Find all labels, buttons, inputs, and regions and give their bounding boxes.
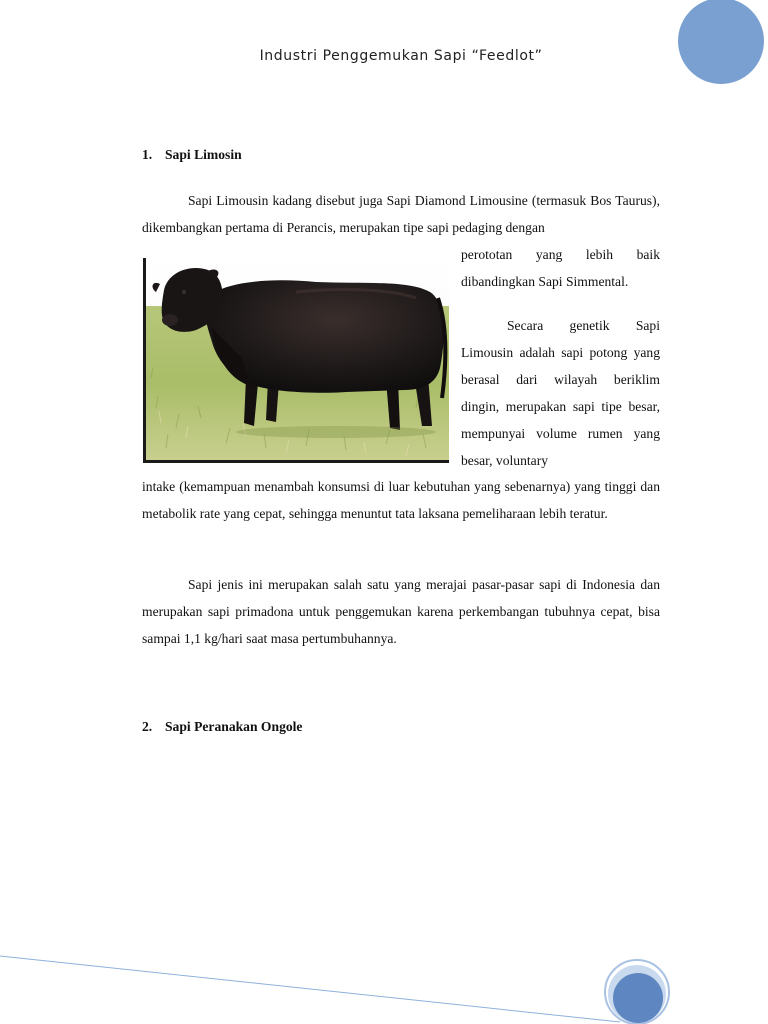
paragraph-2-wrap: Secara genetik Sapi Limousin adalah sapi potong yang berasal dari wilayah beriklim dingin, merupakan sapi tipe besar, mempunyai volume rumen yang besar, voluntary (461, 318, 660, 468)
section-heading-2 (142, 719, 302, 735)
concentric-circle-decoration-icon (0, 940, 768, 1024)
section-number: 1. (142, 147, 153, 162)
section-title: Sapi Limosin (165, 147, 242, 162)
section-number: 2. (142, 719, 153, 734)
section-heading-1 (142, 147, 242, 163)
section-title: Sapi Peranakan Ongole (165, 719, 303, 734)
bull-photo (143, 258, 449, 463)
circle-decoration-icon (678, 0, 764, 84)
paragraph-1-intro: Sapi Limousin kadang disebut juga Sapi Diamond Limousine (termasuk Bos Taurus), dikembangkan pertama di Perancis, merupakan tipe sapi pedaging dengan (142, 193, 660, 235)
paragraph-1-wrap: perototan yang lebih baik dibandingkan Sapi Simmental. (461, 247, 660, 289)
paragraph-2-continuation: intake (kemampuan menambah konsumsi di luar kebutuhan yang sebenarnya) yang tinggi dan metabolik rate yang cepat, sehingga menuntut tata laksana pemeliharaan lebih teratur. (142, 479, 660, 521)
page-header-title: Industri Penggemukan Sapi “Feedlot” (259, 48, 543, 64)
paragraph-3: Sapi jenis ini merupakan salah satu yang merajai pasar-pasar sapi di Indonesia dan merupakan sapi primadona untuk penggemukan karena perkembangan tubuhnya cepat, bisa sampai 1,1 kg/hari saat masa pertumbuhannya. (142, 577, 660, 646)
black-bull-photo-icon (146, 258, 449, 460)
